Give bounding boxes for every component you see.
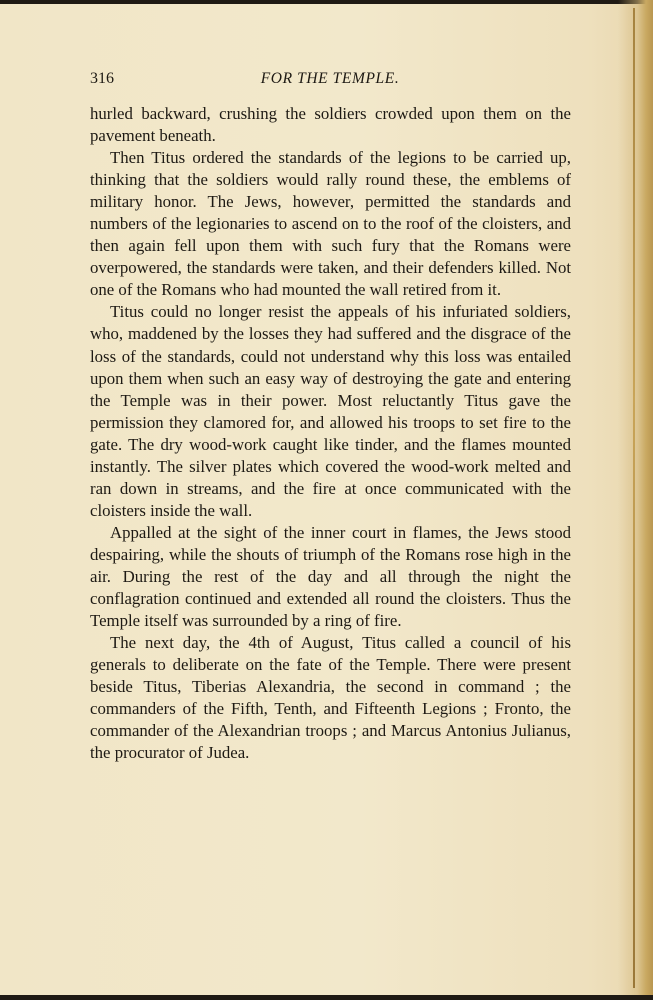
paragraph-council: The next day, the 4th of August, Titus called a council of his generals to deliberate on the fate of the Temple. There were present beside Titus, Tiberias Alexandria, the second in command ; the commanders of the Fifth, Tenth, and Fifteenth Legions ; Fronto, the commander of the Alexandrian troops ; and Marcus Antonius Julianus, the procurator of Judea. [90, 633, 571, 763]
page-gutter-shading [618, 0, 653, 1000]
running-head [90, 70, 570, 92]
page-number: 316 [90, 70, 114, 87]
running-title: FOR THE TEMPLE. [260, 70, 400, 87]
paragraph-standards: Then Titus ordered the standards of the legions to be carried up, thinking that the soldiers would rally round these, the emblems of military honor. The Jews, however, permitted the standards and numbers of the legionaries to ascend on to the roof of the cloisters, and then again fell upon them with such fury that the Romans were overpowered, the standards were taken, and their defenders killed. Not one of the Romans who had mounted the wall retired from it. [90, 148, 571, 300]
paragraph-fire-gate: Titus could no longer resist the appeals of his infuriated soldiers, who, maddened by the losses they had suffered and the disgrace of the loss of the standards, could not understand why this loss was entailed upon them when such an easy way of destroying the gate and entering the Temple was in their power. Most reluctantly Titus gave the permission they clamored for, and allowed his troops to set fire to the gate. The dry wood-work caught like tinder, and the flames mounted instantly. The silver plates which covered the wood-work melted and ran down in streams, and the fire at once communicated with the cloisters inside the wall. [90, 302, 571, 520]
body-text [90, 103, 571, 764]
paragraph-continued: hurled backward, crushing the soldiers crowded upon them on the pavement beneath. [90, 104, 571, 146]
top-edge-shadow [0, 0, 653, 4]
paragraph-conflagration: Appalled at the sight of the inner court in flames, the Jews stood despairing, while the shouts of triumph of the Romans rose high in the air. During the rest of the day and all through the night the conflagration continued and extended all round the cloisters. Thus the Temple itself was surrounded by a ring of fire. [90, 522, 571, 631]
binding-edge-line [633, 8, 635, 988]
bottom-edge-shadow [0, 995, 653, 1000]
